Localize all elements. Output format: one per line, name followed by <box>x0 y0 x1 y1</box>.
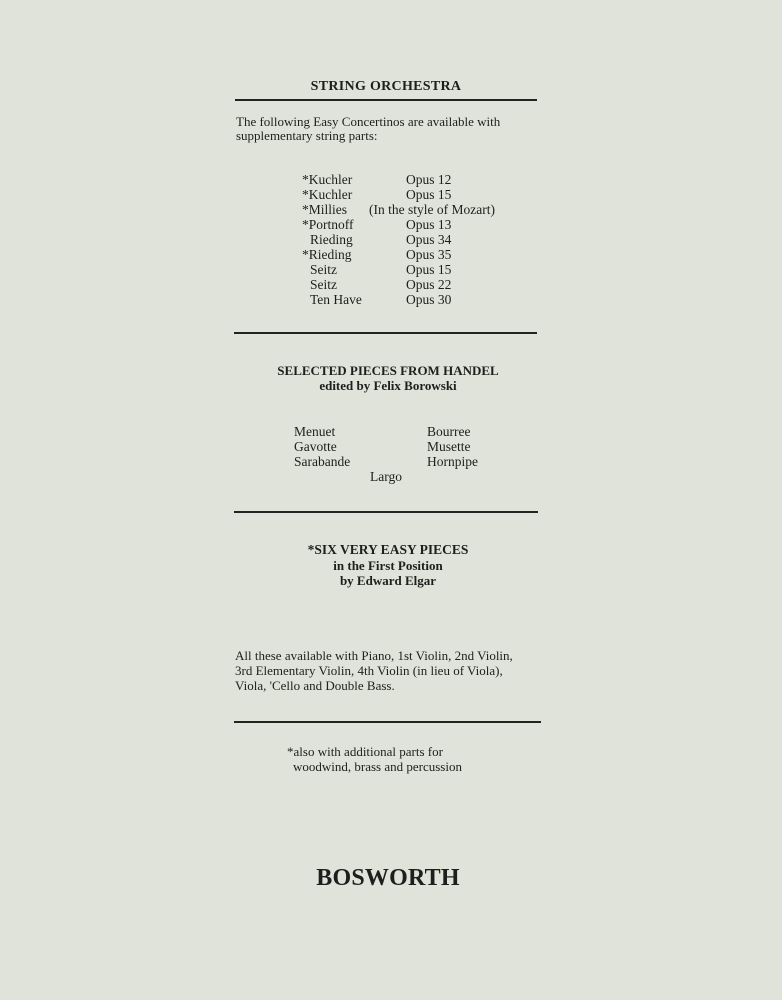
list-item: Hornpipe <box>427 454 478 469</box>
opus-number: Opus 30 <box>406 292 452 307</box>
composer-name: *Rieding <box>302 247 352 262</box>
list-item: Menuet <box>294 424 336 439</box>
divider-rule <box>234 511 538 513</box>
concertino-list <box>302 172 522 312</box>
publisher-name: BOSWORTH <box>316 865 460 891</box>
opus-number: (In the style of Mozart) <box>369 202 495 217</box>
section-title-six-pieces: *SIX VERY EASY PIECES <box>307 542 469 557</box>
opus-number: Opus 22 <box>406 277 452 292</box>
composer-name: *Kuchler <box>302 172 353 187</box>
composer-name: Rieding <box>310 232 353 247</box>
list-item: Largo <box>370 469 402 484</box>
opus-number: Opus 13 <box>406 217 452 232</box>
list-item: Musette <box>427 439 471 454</box>
availability-line-1: All these available with Piano, 1st Violin, 2nd Violin, <box>235 648 513 663</box>
composer-name: *Millies <box>302 202 348 217</box>
composer-name: Seitz <box>310 262 337 277</box>
divider-rule <box>234 721 541 723</box>
composer-name: *Portnoff <box>302 217 354 232</box>
section-title-string-orchestra: STRING ORCHESTRA <box>310 79 462 94</box>
list-item: Gavotte <box>294 439 337 454</box>
footnote-line-1: *also with additional parts for <box>287 744 443 759</box>
divider-rule <box>234 332 537 334</box>
section-subtitle-first-position: in the First Position <box>333 558 443 573</box>
composer-name: Ten Have <box>310 292 362 307</box>
opus-number: Opus 15 <box>406 262 452 277</box>
opus-number: Opus 35 <box>406 247 452 262</box>
opus-number: Opus 15 <box>406 187 452 202</box>
availability-line-3: Viola, 'Cello and Double Bass. <box>235 678 395 693</box>
opus-number: Opus 34 <box>406 232 452 247</box>
footnote-line-2: woodwind, brass and percussion <box>293 759 462 774</box>
intro-text-line-1: The following Easy Concertinos are available with <box>236 114 501 129</box>
composer-name: Seitz <box>310 277 337 292</box>
intro-text-line-2: supplementary string parts: <box>236 128 378 143</box>
availability-line-2: 3rd Elementary Violin, 4th Violin (in lieu of Viola), <box>235 663 503 678</box>
divider-rule <box>235 99 537 101</box>
opus-number: Opus 12 <box>406 172 452 187</box>
section-subtitle-handel: edited by Felix Borowski <box>319 378 457 393</box>
section-title-handel: SELECTED PIECES FROM HANDEL <box>277 363 499 378</box>
list-item: Bourree <box>427 424 471 439</box>
composer-name: *Kuchler <box>302 187 353 202</box>
list-item: Sarabande <box>294 454 351 469</box>
section-subtitle-elgar: by Edward Elgar <box>339 573 437 588</box>
